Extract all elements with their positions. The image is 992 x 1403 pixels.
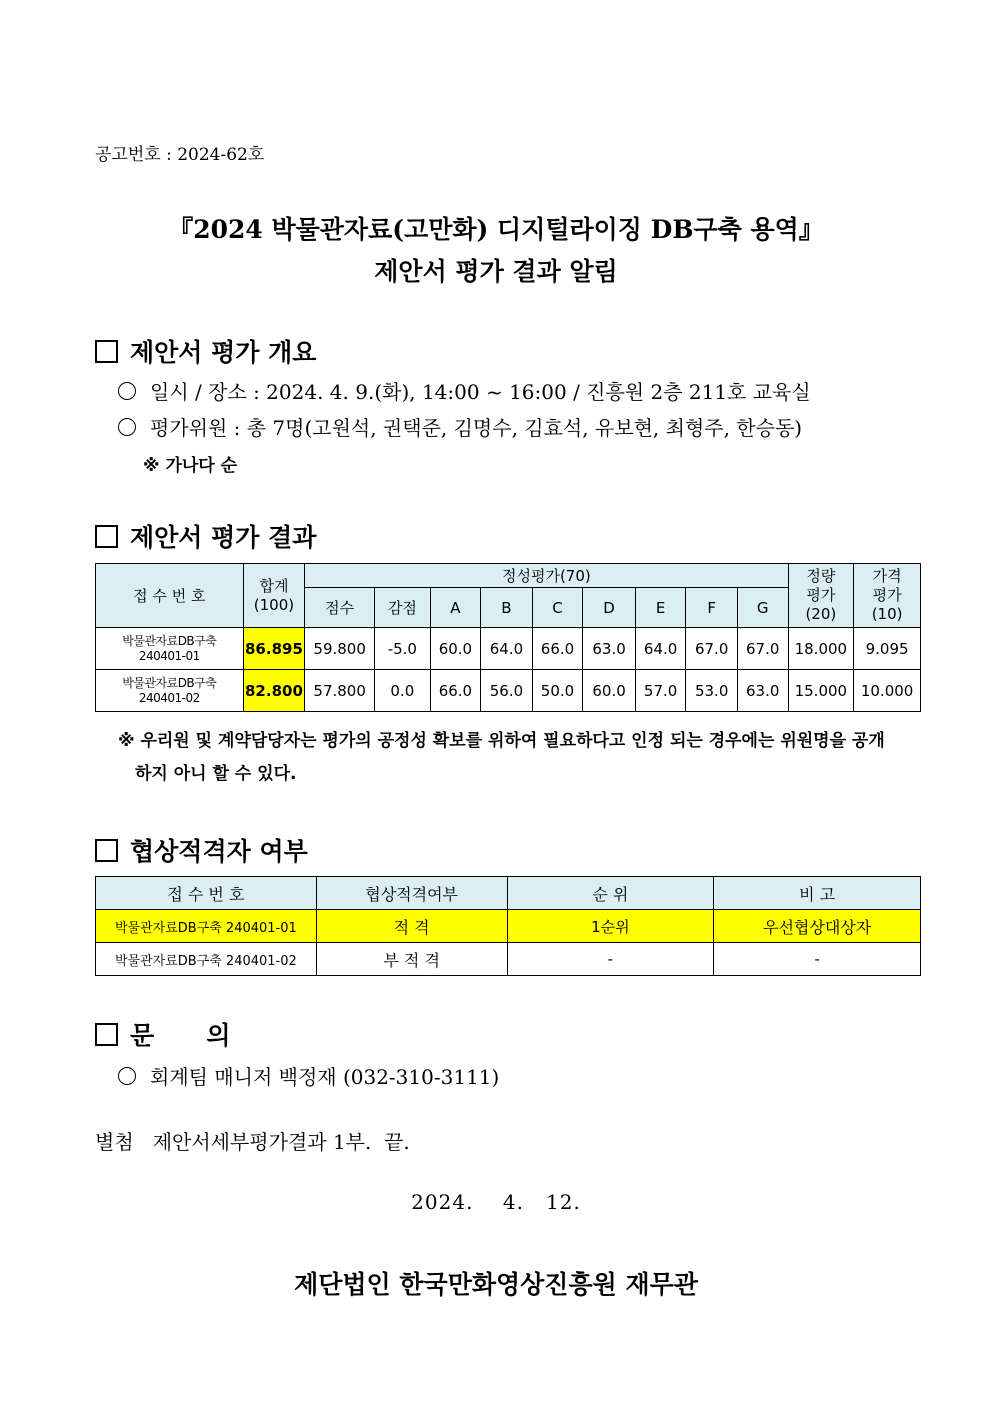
disclosure-note-line1: ※ 우리원 및 계약담당자는 평가의 공정성 확보를 위하여 필요하다고 인정 되는 경우에는 위원명을 공개: [118, 731, 885, 751]
evaluation-result-table: [95, 563, 921, 712]
score-e: 57.0: [635, 670, 686, 712]
header-total: 합계 (100): [243, 564, 305, 628]
receipt-id: 박물관자료DB구축 240401-01: [96, 628, 244, 670]
circle-bullet-icon: [118, 1067, 136, 1085]
header-rank: 순 위: [507, 877, 714, 910]
overview-item-committee: [118, 412, 802, 441]
score-c: 50.0: [532, 670, 583, 712]
section-title: 협상적격자 여부: [130, 837, 308, 866]
score-b: 56.0: [481, 670, 533, 712]
price-score: 9.095: [854, 628, 921, 670]
overview-committee-text: 평가위원 : 총 7명(고원석, 권택준, 김명수, 김효석, 유보현, 최형주, 한승동): [150, 416, 803, 440]
table-row: [96, 670, 921, 712]
score-d: 63.0: [583, 628, 636, 670]
header-eligibility: 협상적격여부: [316, 877, 507, 910]
deduction: -5.0: [375, 628, 431, 670]
document-subtitle: 제안서 평가 결과 알림: [374, 257, 618, 286]
receipt-id: 박물관자료DB구축 240401-01: [96, 910, 317, 943]
quant-score: 15.000: [788, 670, 854, 712]
score-d: 60.0: [583, 670, 636, 712]
quant-score: 18.000: [788, 628, 854, 670]
checkbox-square-icon: [95, 1023, 118, 1046]
score-f: 53.0: [686, 670, 738, 712]
header-col-d: D: [583, 588, 636, 628]
header-col-g: G: [737, 588, 788, 628]
overview-item-datetime: [118, 376, 811, 405]
section-overview-heading: [95, 333, 316, 369]
receipt-id: 박물관자료DB구축 240401-02: [96, 943, 317, 976]
receipt-id: 박물관자료DB구축 240401-02: [96, 670, 244, 712]
eligibility: 적 격: [316, 910, 507, 943]
negotiation-table: [95, 876, 921, 976]
overview-note: ※ 가나다 순: [143, 456, 238, 476]
section-negotiation-heading: [95, 832, 308, 868]
circle-bullet-icon: [118, 418, 136, 436]
qual-score: 59.800: [305, 628, 375, 670]
qual-score: 57.800: [305, 670, 375, 712]
score-g: 67.0: [737, 628, 788, 670]
price-score: 10.000: [854, 670, 921, 712]
eligibility: 부 적 격: [316, 943, 507, 976]
disclosure-note-line2: 하지 아니 할 수 있다.: [135, 764, 297, 784]
section-inquiry-heading: [95, 1016, 231, 1052]
remarks: -: [714, 943, 921, 976]
table-row: [96, 943, 921, 976]
score-g: 63.0: [737, 670, 788, 712]
rank: -: [507, 943, 714, 976]
table-row: [96, 910, 921, 943]
checkbox-square-icon: [95, 340, 118, 363]
circle-bullet-icon: [118, 382, 136, 400]
header-deduct: 감점: [375, 588, 431, 628]
section-title: 문 의: [130, 1021, 231, 1050]
attachment-note: 별첨 제안서세부평가결과 1부. 끝.: [95, 1130, 410, 1154]
score-a: 60.0: [430, 628, 481, 670]
header-price: 가격 평가 (10): [854, 564, 921, 628]
header-score: 점수: [305, 588, 375, 628]
checkbox-square-icon: [95, 839, 118, 862]
overview-datetime-text: 일시 / 장소 : 2024. 4. 9.(화), 14:00 ~ 16:00 / 진흥원 2층 211호 교육실: [150, 380, 811, 404]
notice-number: 공고번호 : 2024-62호: [95, 145, 265, 165]
checkbox-square-icon: [95, 525, 118, 548]
inquiry-contact: [118, 1061, 499, 1090]
header-col-b: B: [481, 588, 533, 628]
header-quantitative: 정량 평가 (20): [788, 564, 854, 628]
document-date: 2024. 4. 12.: [411, 1190, 581, 1214]
total-score: 82.800: [243, 670, 305, 712]
header-remarks: 비 고: [714, 877, 921, 910]
header-qualitative: 정성평가(70): [305, 564, 788, 588]
section-title: 제안서 평가 결과: [130, 523, 317, 552]
document-title: 『2024 박물관자료(고만화) 디지털라이징 DB구축 용역』: [168, 215, 824, 244]
score-a: 66.0: [430, 670, 481, 712]
header-col-c: C: [532, 588, 583, 628]
remarks: 우선협상대상자: [714, 910, 921, 943]
table-row: [96, 628, 921, 670]
header-receipt: 접 수 번 호: [96, 877, 317, 910]
section-result-heading: [95, 518, 316, 554]
header-receipt: 접 수 번 호: [96, 564, 244, 628]
issuer-organization: 제단법인 한국만화영상진흥원 재무관: [294, 1270, 698, 1299]
inquiry-contact-text: 회계팀 매니저 백정재 (032-310-3111): [150, 1065, 500, 1089]
header-col-e: E: [635, 588, 686, 628]
score-f: 67.0: [686, 628, 738, 670]
header-col-a: A: [430, 588, 481, 628]
score-e: 64.0: [635, 628, 686, 670]
section-title: 제안서 평가 개요: [130, 338, 317, 367]
score-b: 64.0: [481, 628, 533, 670]
header-col-f: F: [686, 588, 738, 628]
rank: 1순위: [507, 910, 714, 943]
deduction: 0.0: [375, 670, 431, 712]
total-score: 86.895: [243, 628, 305, 670]
score-c: 66.0: [532, 628, 583, 670]
